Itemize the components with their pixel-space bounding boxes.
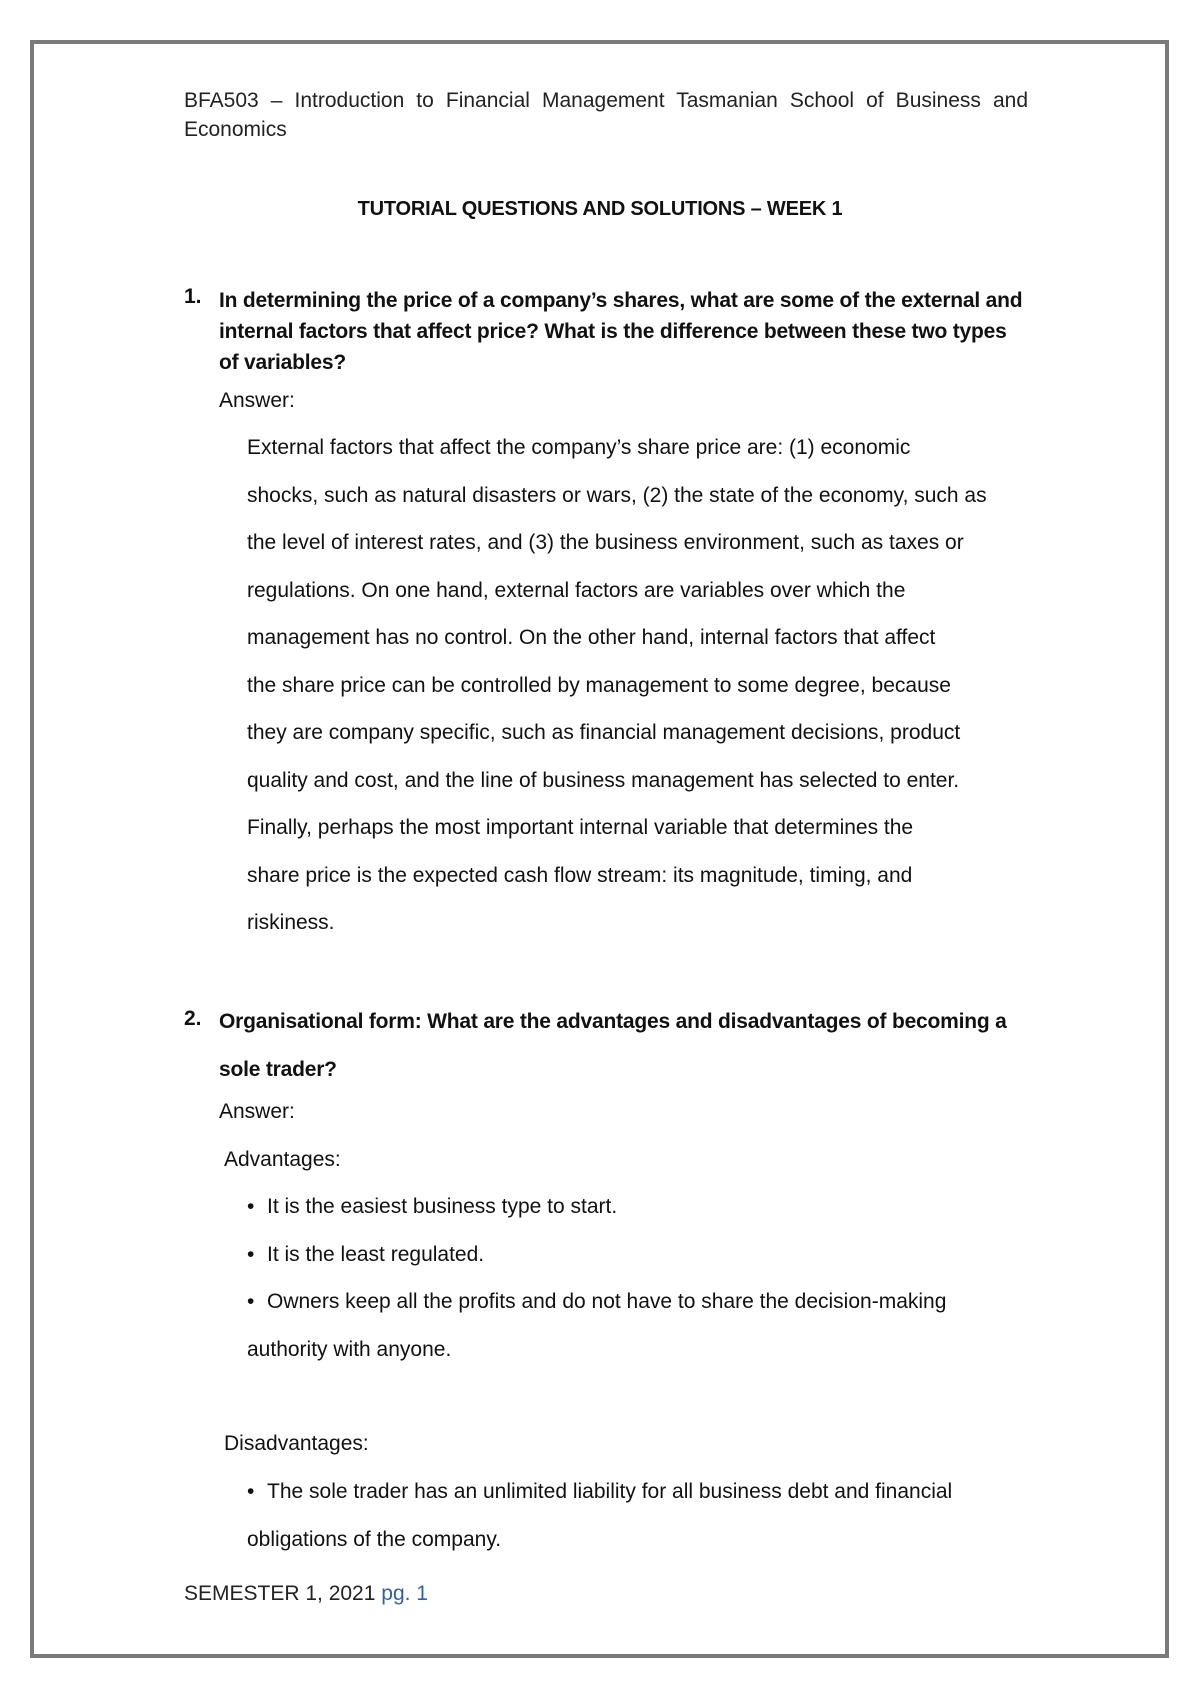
answer-line: Finally, perhaps the most important internal variable that determines the [247, 816, 914, 839]
question-1-number: 1. [184, 285, 202, 308]
answer-line: External factors that affect the company’s share price are: (1) economic [247, 436, 911, 459]
disadvantages-list [247, 1468, 1037, 1563]
answer-line: the share price can be controlled by management to some degree, because [247, 673, 951, 697]
list-item [247, 1231, 1037, 1279]
answer-line: management has no control. On the other hand, internal factors that affect [247, 626, 936, 649]
bullet-icon: • [247, 1242, 255, 1266]
answer-line: regulations. On one hand, external factors are variables over which the [247, 578, 906, 602]
bullet-icon: • [247, 1290, 255, 1313]
list-item-text: It is the least regulated. [267, 1242, 485, 1266]
disadvantages-heading: Disadvantages: [224, 1432, 369, 1455]
answer-line: they are company specific, such as financial management decisions, product [247, 721, 961, 744]
advantages-list [247, 1183, 1037, 1373]
list-item-text: Owners keep all the profits and do not have to share the decision-making [267, 1290, 947, 1313]
page-footer [184, 1582, 428, 1606]
page-title: TUTORIAL QUESTIONS AND SOLUTIONS – WEEK 1 [357, 198, 843, 220]
question-2-answer-label: Answer: [219, 1100, 295, 1123]
page-number: pg. 1 [381, 1582, 428, 1605]
answer-line: shocks, such as natural disasters or wars, (2) the state of the economy, such as [247, 483, 987, 507]
list-item [247, 1278, 1037, 1373]
question-1-answer [247, 424, 1037, 947]
document-header: BFA503 – Introduction to Financial Management Tasmanian School of Business and Economics [184, 89, 1028, 141]
answer-line: the level of interest rates, and (3) the business environment, such as taxes or [247, 531, 964, 554]
list-item-text: It is the easiest business type to start. [267, 1195, 618, 1218]
list-item-continuation: authority with anyone. [247, 1337, 452, 1361]
answer-line: quality and cost, and the line of business management has selected to enter. [247, 768, 960, 792]
bullet-icon: • [247, 1480, 255, 1503]
list-item-text: The sole trader has an unlimited liability for all business debt and financial [267, 1480, 953, 1503]
answer-line: riskiness. [247, 911, 335, 934]
question-1-text: In determining the price of a company’s shares, what are some of the external and internal factors that affect price? What is the difference between these two types of variables? [219, 289, 1023, 374]
bullet-icon: • [247, 1195, 255, 1218]
question-2-number: 2. [184, 1007, 202, 1030]
list-item-continuation: obligations of the company. [247, 1527, 502, 1551]
advantages-heading: Advantages: [224, 1148, 341, 1171]
list-item [247, 1183, 1037, 1231]
question-1-answer-label: Answer: [219, 389, 295, 412]
footer-semester: SEMESTER 1, 2021 [184, 1582, 376, 1605]
list-item [247, 1468, 1037, 1563]
question-2-text: Organisational form: What are the advantages and disadvantages of becoming a sole trader? [219, 1010, 1007, 1081]
answer-line: share price is the expected cash flow stream: its magnitude, timing, and [247, 863, 913, 887]
